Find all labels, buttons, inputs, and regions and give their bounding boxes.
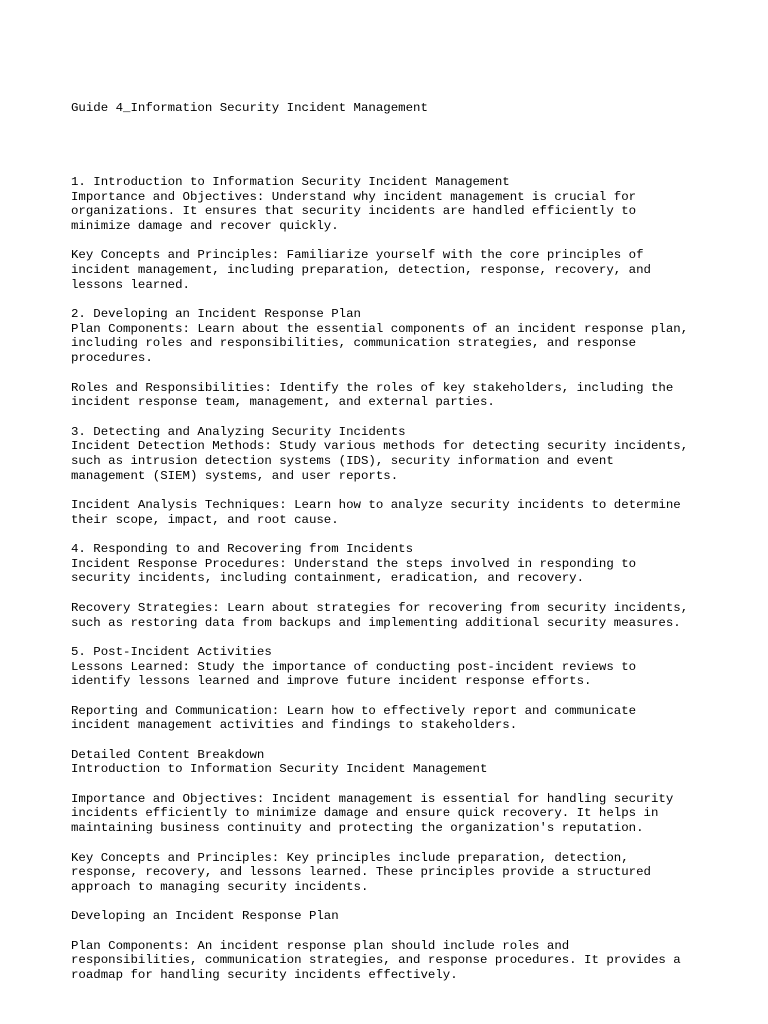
text-line: incidents efficiently to minimize damage and ensure quick recovery. It helps in [71,806,659,821]
paragraph [71,939,711,983]
paragraph [71,748,711,777]
text-line: identify lessons learned and improve future incident response efforts. [71,674,592,689]
paragraph [71,307,711,366]
text-line: responsibilities, communication strategies, and response procedures. It provides a [71,953,681,968]
text-line: Detailed Content Breakdown [71,747,265,762]
document-page [71,72,711,1012]
text-line: organizations. It ensures that security incidents are handled efficiently to [71,204,637,219]
text-line: Plan Components: An incident response plan should include roles and [71,938,570,953]
text-line: management (SIEM) systems, and user reports. [71,468,399,483]
text-line: 1. Introduction to Information Security Incident Management [71,174,510,189]
text-line: roadmap for handling security incidents effectively. [71,968,458,983]
text-line: such as restoring data from backups and implementing additional security measures. [71,615,681,630]
paragraph [71,542,711,586]
text-line: Plan Components: Learn about the essential components of an incident response plan, [71,321,689,336]
text-line: Importance and Objectives: Understand why incident management is crucial for [71,189,637,204]
paragraph [71,381,711,410]
text-line: Incident Detection Methods: Study various methods for detecting security incidents, [71,439,689,454]
text-line: lessons learned. [71,277,190,292]
text-line: their scope, impact, and root cause. [71,512,339,527]
text-line: including roles and responsibilities, communication strategies, and response [71,336,637,351]
text-line: 5. Post-Incident Activities [71,644,272,659]
text-line: Key Concepts and Principles: Key principles include preparation, detection, [71,850,629,865]
text-line: Key Concepts and Principles: Familiarize yourself with the core principles of [71,248,644,263]
text-line: approach to managing security incidents. [71,879,369,894]
paragraph [71,851,711,895]
text-line: such as intrusion detection systems (IDS), security information and event [71,453,614,468]
text-line: incident management activities and findings to stakeholders. [71,718,518,733]
paragraph [71,792,711,836]
text-line: Importance and Objectives: Incident management is essential for handling security [71,791,674,806]
text-line: procedures. [71,351,153,366]
paragraph [71,175,711,234]
paragraph [71,645,711,689]
text-line: incident response team, management, and external parties. [71,395,495,410]
text-line: 2. Developing an Incident Response Plan [71,307,361,322]
text-line: Introduction to Information Security Incident Management [71,762,488,777]
text-line: Lessons Learned: Study the importance of conducting post-incident reviews to [71,659,637,674]
paragraph [71,601,711,630]
text-line: Incident Response Procedures: Understand the steps involved in responding to [71,556,637,571]
paragraph [71,704,711,733]
document-body [71,175,711,983]
text-line: Developing an Incident Response Plan [71,909,339,924]
text-line: minimize damage and recover quickly. [71,218,339,233]
text-line: 3. Detecting and Analyzing Security Incidents [71,424,406,439]
text-line: incident management, including preparation, detection, response, recovery, and [71,263,651,278]
document-title: Guide 4_Information Security Incident Management [71,101,428,116]
text-line: Roles and Responsibilities: Identify the roles of key stakeholders, including the [71,380,674,395]
text-line: security incidents, including containment, eradication, and recovery. [71,571,585,586]
text-line: response, recovery, and lessons learned. These principles provide a structured [71,865,651,880]
text-line: Recovery Strategies: Learn about strategies for recovering from security incidents, [71,600,689,615]
paragraph [71,425,711,484]
text-line: 4. Responding to and Recovering from Incidents [71,542,414,557]
paragraph [71,909,711,924]
text-line: Incident Analysis Techniques: Learn how to analyze security incidents to determine [71,498,681,513]
text-line: maintaining business continuity and protecting the organization's reputation. [71,821,644,836]
paragraph [71,498,711,527]
text-line: Reporting and Communication: Learn how to effectively report and communicate [71,703,637,718]
paragraph [71,248,711,292]
